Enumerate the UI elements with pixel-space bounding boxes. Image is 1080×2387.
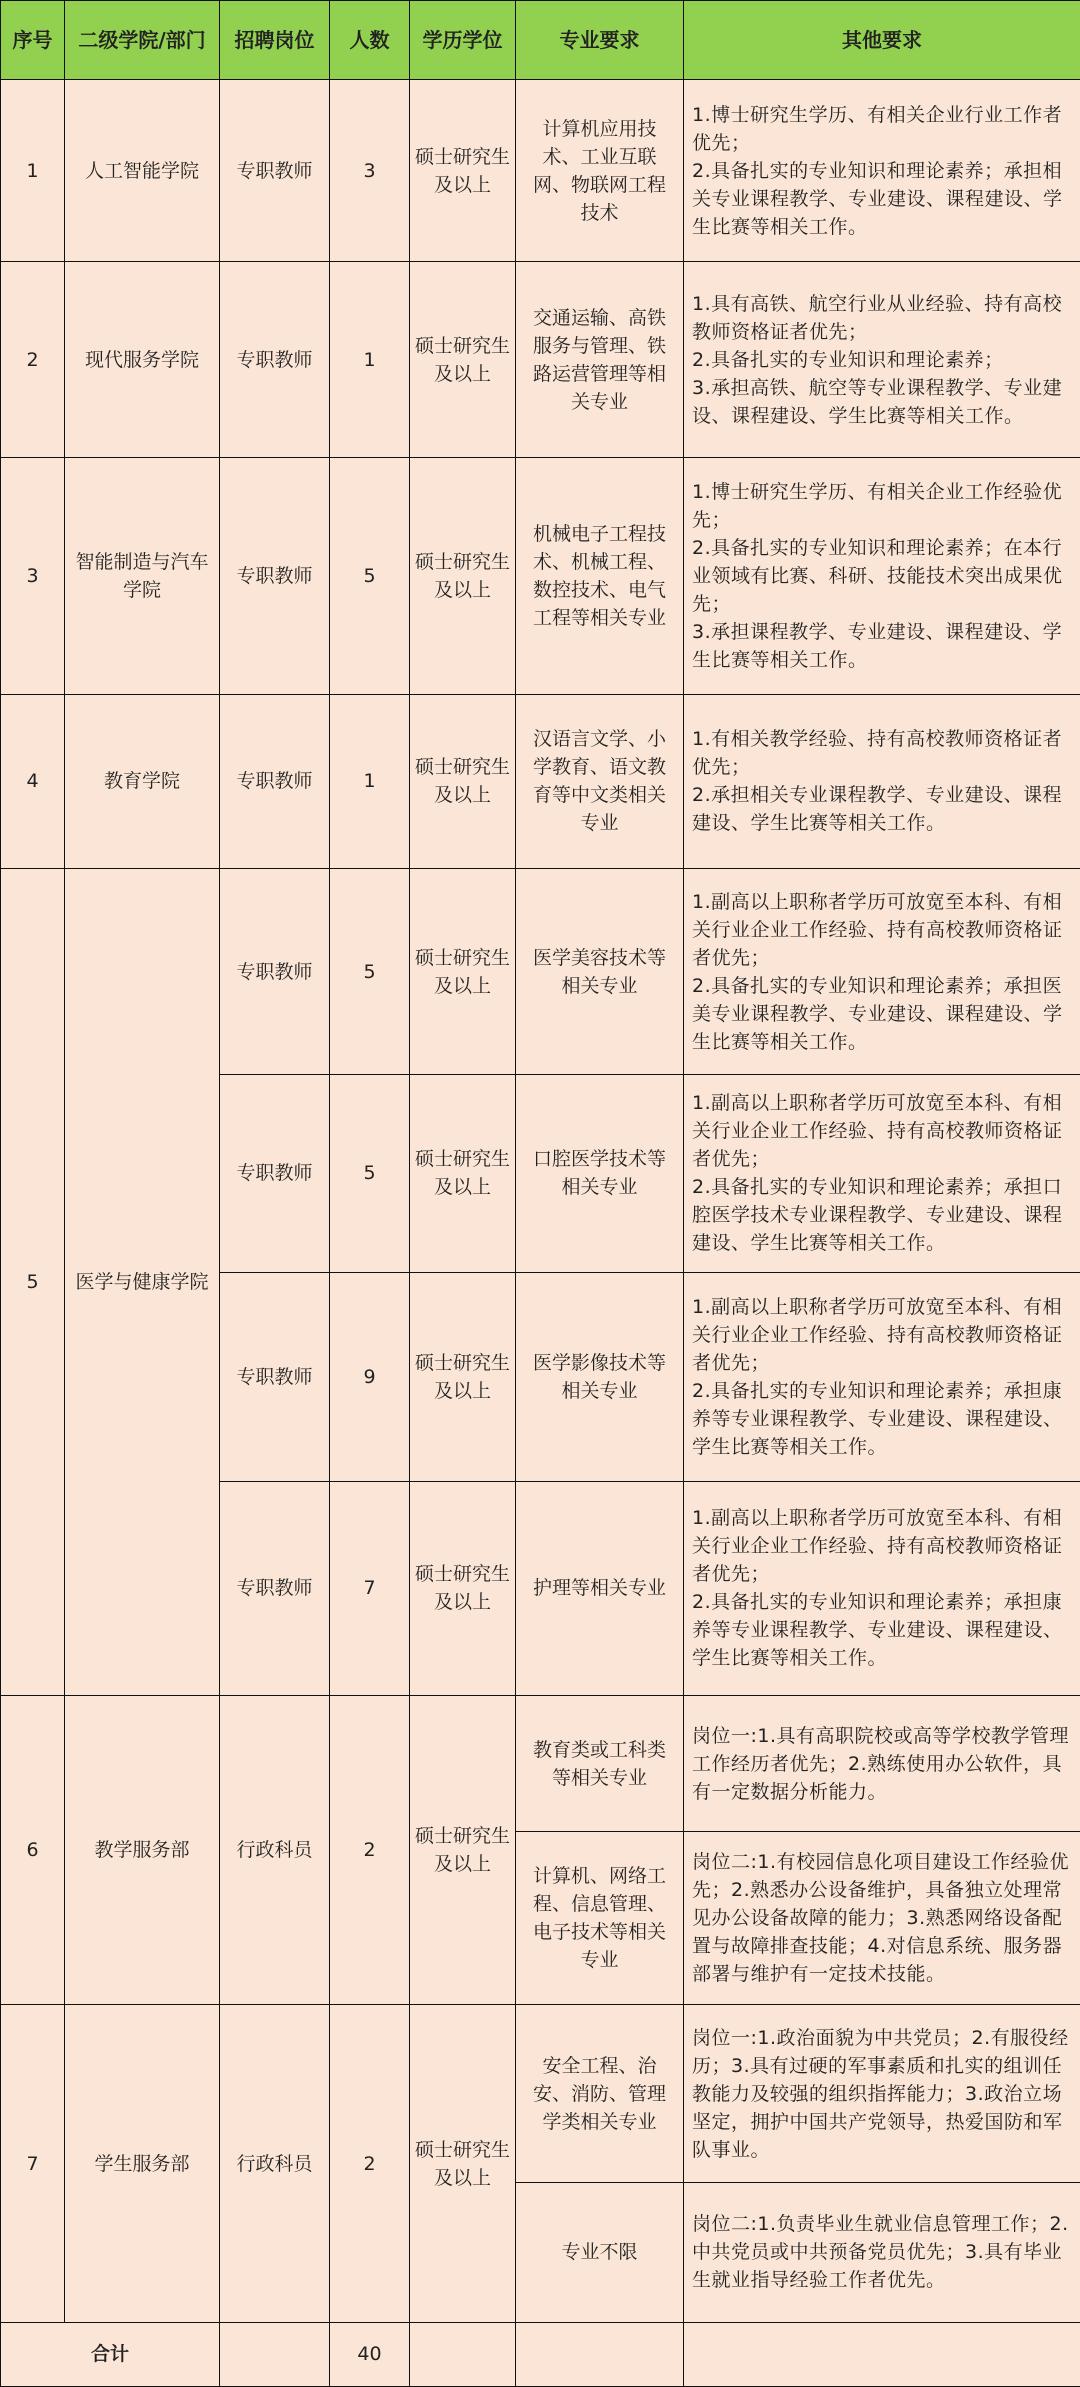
row-other <box>684 262 1080 458</box>
row-major: 交通运输、高铁服务与管理、铁路运营管理等相关专业 <box>516 262 684 458</box>
table-row <box>1 80 1080 262</box>
req-line: 2.具备扎实的专业知识和理论素养； <box>692 348 1004 371</box>
row-major: 教育类或工科类等相关专业 <box>516 1696 684 1832</box>
row-edu: 硕士研究生及以上 <box>410 2005 516 2322</box>
row-major: 护理等相关专业 <box>516 1481 684 1695</box>
row-edu: 硕士研究生及以上 <box>410 458 516 694</box>
row-dept: 智能制造与汽车学院 <box>65 458 220 694</box>
total-empty-cell <box>220 2322 330 2386</box>
total-empty-cell <box>684 2322 1080 2386</box>
row-count: 5 <box>330 458 410 694</box>
req-line: 1.博士研究生学历、有相关企业工作经验优先； <box>692 481 1063 532</box>
row-edu: 硕士研究生及以上 <box>410 1696 516 2005</box>
total-empty-cell <box>410 2322 516 2386</box>
row-dept: 教学服务部 <box>65 1696 220 2005</box>
row-dept: 教育学院 <box>65 694 220 868</box>
req-line: 2.具备扎实的专业知识和理论素养；承担医美专业课程教学、专业建设、课程建设、学生比赛等相关工作。 <box>692 974 1063 1053</box>
row-seq: 6 <box>1 1696 65 2005</box>
total-label: 合计 <box>1 2322 220 2386</box>
req-line: 2.承担相关专业课程教学、专业建设、课程建设、学生比赛等相关工作。 <box>692 784 1063 835</box>
table-row <box>1 869 1080 1075</box>
row-other: 岗位一:1.具有高职院校或高等学校教学管理工作经历者优先；2.熟练使用办公软件，具有一定数据分析能力。 <box>684 1696 1080 1832</box>
req-line: 2.具备扎实的专业知识和理论素养；承担康养等专业课程教学、专业建设、课程建设、学生比赛等相关工作。 <box>692 1591 1063 1670</box>
table-row <box>1 1696 1080 1832</box>
row-other <box>684 869 1080 1075</box>
row-major: 安全工程、治安、消防、管理学类相关专业 <box>516 2005 684 2182</box>
row-major: 口腔医学技术等相关专业 <box>516 1075 684 1272</box>
req-line: 1.有相关教学经验、持有高校教师资格证者优先； <box>692 728 1063 779</box>
req-line: 1.博士研究生学历、有相关企业行业工作者优先； <box>692 103 1063 154</box>
row-count: 2 <box>330 1696 410 2005</box>
row-other: 岗位二:1.负责毕业生就业信息管理工作；2.中共党员或中共预备党员优先；3.具有毕业生就业指导经验工作者优先。 <box>684 2182 1080 2322</box>
row-dept: 人工智能学院 <box>65 80 220 262</box>
req-line: 1.副高以上职称者学历可放宽至本科、有相关行业企业工作经验、持有高校教师资格证者优先； <box>692 1295 1063 1374</box>
row-count: 7 <box>330 1481 410 1695</box>
row-edu: 硕士研究生及以上 <box>410 869 516 1075</box>
row-other <box>684 458 1080 694</box>
row-post: 专职教师 <box>220 694 330 868</box>
header-other: 其他要求 <box>684 1 1080 80</box>
header-row <box>1 1 1080 80</box>
row-major: 汉语言文学、小学教育、语文教育等中文类相关专业 <box>516 694 684 868</box>
row-count: 1 <box>330 262 410 458</box>
req-line: 1.具有高铁、航空行业从业经验、持有高校教师资格证者优先； <box>692 292 1063 343</box>
row-count: 9 <box>330 1272 410 1481</box>
req-line: 2.具备扎实的专业知识和理论素养；承担口腔医学技术专业课程教学、专业建设、课程建设、学生比赛等相关工作。 <box>692 1176 1063 1255</box>
row-edu: 硕士研究生及以上 <box>410 694 516 868</box>
req-line: 3.承担课程教学、专业建设、课程建设、学生比赛等相关工作。 <box>692 621 1063 672</box>
req-line: 2.具备扎实的专业知识和理论素养；承担相关专业课程教学、专业建设、课程建设、学生比赛等相关工作。 <box>692 159 1063 238</box>
row-seq: 4 <box>1 694 65 868</box>
req-line: 3.承担高铁、航空等专业课程教学、专业建设、课程建设、学生比赛等相关工作。 <box>692 376 1063 427</box>
row-other: 岗位二:1.有校园信息化项目建设工作经验优先；2.熟悉办公设备维护，具备独立处理常见办公设备故障的能力；3.熟悉网络设备配置与故障排查技能；4.对信息系统、服务器部署与维护有一定技术技能。 <box>684 1832 1080 2005</box>
row-seq: 5 <box>1 869 65 1696</box>
table-row <box>1 694 1080 868</box>
row-post: 专职教师 <box>220 1272 330 1481</box>
total-row <box>1 2322 1080 2386</box>
row-other: 岗位一:1.政治面貌为中共党员；2.有服役经历；3.具有过硬的军事素质和扎实的组训任教能力及较强的组织指挥能力；3.政治立场坚定，拥护中国共产党领导，热爱国防和军队事业。 <box>684 2005 1080 2182</box>
row-post: 专职教师 <box>220 869 330 1075</box>
row-other <box>684 1272 1080 1481</box>
header-major: 专业要求 <box>516 1 684 80</box>
row-other <box>684 1481 1080 1695</box>
row-other <box>684 694 1080 868</box>
row-count: 3 <box>330 80 410 262</box>
req-line: 1.副高以上职称者学历可放宽至本科、有相关行业企业工作经验、持有高校教师资格证者优先； <box>692 1092 1063 1171</box>
row-major: 专业不限 <box>516 2182 684 2322</box>
row-dept: 现代服务学院 <box>65 262 220 458</box>
row-post: 行政科员 <box>220 1696 330 2005</box>
row-seq: 2 <box>1 262 65 458</box>
req-line: 1.副高以上职称者学历可放宽至本科、有相关行业企业工作经验、持有高校教师资格证者优先； <box>692 890 1063 969</box>
row-post: 专职教师 <box>220 262 330 458</box>
header-post: 招聘岗位 <box>220 1 330 80</box>
row-major: 机械电子工程技术、机械工程、数控技术、电气工程等相关专业 <box>516 458 684 694</box>
row-post: 行政科员 <box>220 2005 330 2322</box>
row-count: 5 <box>330 1075 410 1272</box>
row-major: 医学影像技术等相关专业 <box>516 1272 684 1481</box>
header-edu: 学历学位 <box>410 1 516 80</box>
row-post: 专职教师 <box>220 1481 330 1695</box>
row-major: 计算机、网络工程、信息管理、电子技术等相关专业 <box>516 1832 684 2005</box>
header-dept: 二级学院/部门 <box>65 1 220 80</box>
row-seq: 1 <box>1 80 65 262</box>
header-count: 人数 <box>330 1 410 80</box>
row-edu: 硕士研究生及以上 <box>410 1481 516 1695</box>
row-dept: 学生服务部 <box>65 2005 220 2322</box>
table-row <box>1 458 1080 694</box>
table-row <box>1 2005 1080 2182</box>
row-other <box>684 80 1080 262</box>
row-edu: 硕士研究生及以上 <box>410 262 516 458</box>
req-line: 2.具备扎实的专业知识和理论素养；在本行业领域有比赛、科研、技能技术突出成果优先； <box>692 537 1063 616</box>
row-count: 1 <box>330 694 410 868</box>
row-count: 5 <box>330 869 410 1075</box>
row-other <box>684 1075 1080 1272</box>
row-seq: 7 <box>1 2005 65 2322</box>
row-seq: 3 <box>1 458 65 694</box>
req-line: 2.具备扎实的专业知识和理论素养；承担康养等专业课程教学、专业建设、课程建设、学生比赛等相关工作。 <box>692 1379 1063 1458</box>
table-row <box>1 262 1080 458</box>
row-post: 专职教师 <box>220 1075 330 1272</box>
row-post: 专职教师 <box>220 458 330 694</box>
row-count: 2 <box>330 2005 410 2322</box>
header-seq: 序号 <box>1 1 65 80</box>
row-edu: 硕士研究生及以上 <box>410 1272 516 1481</box>
row-major: 计算机应用技术、工业互联网、物联网工程技术 <box>516 80 684 262</box>
row-edu: 硕士研究生及以上 <box>410 1075 516 1272</box>
total-empty-cell <box>516 2322 684 2386</box>
row-major: 医学美容技术等相关专业 <box>516 869 684 1075</box>
total-count: 40 <box>330 2322 410 2386</box>
req-line: 1.副高以上职称者学历可放宽至本科、有相关行业企业工作经验、持有高校教师资格证者优先； <box>692 1507 1063 1586</box>
row-edu: 硕士研究生及以上 <box>410 80 516 262</box>
row-dept: 医学与健康学院 <box>65 869 220 1696</box>
row-post: 专职教师 <box>220 80 330 262</box>
